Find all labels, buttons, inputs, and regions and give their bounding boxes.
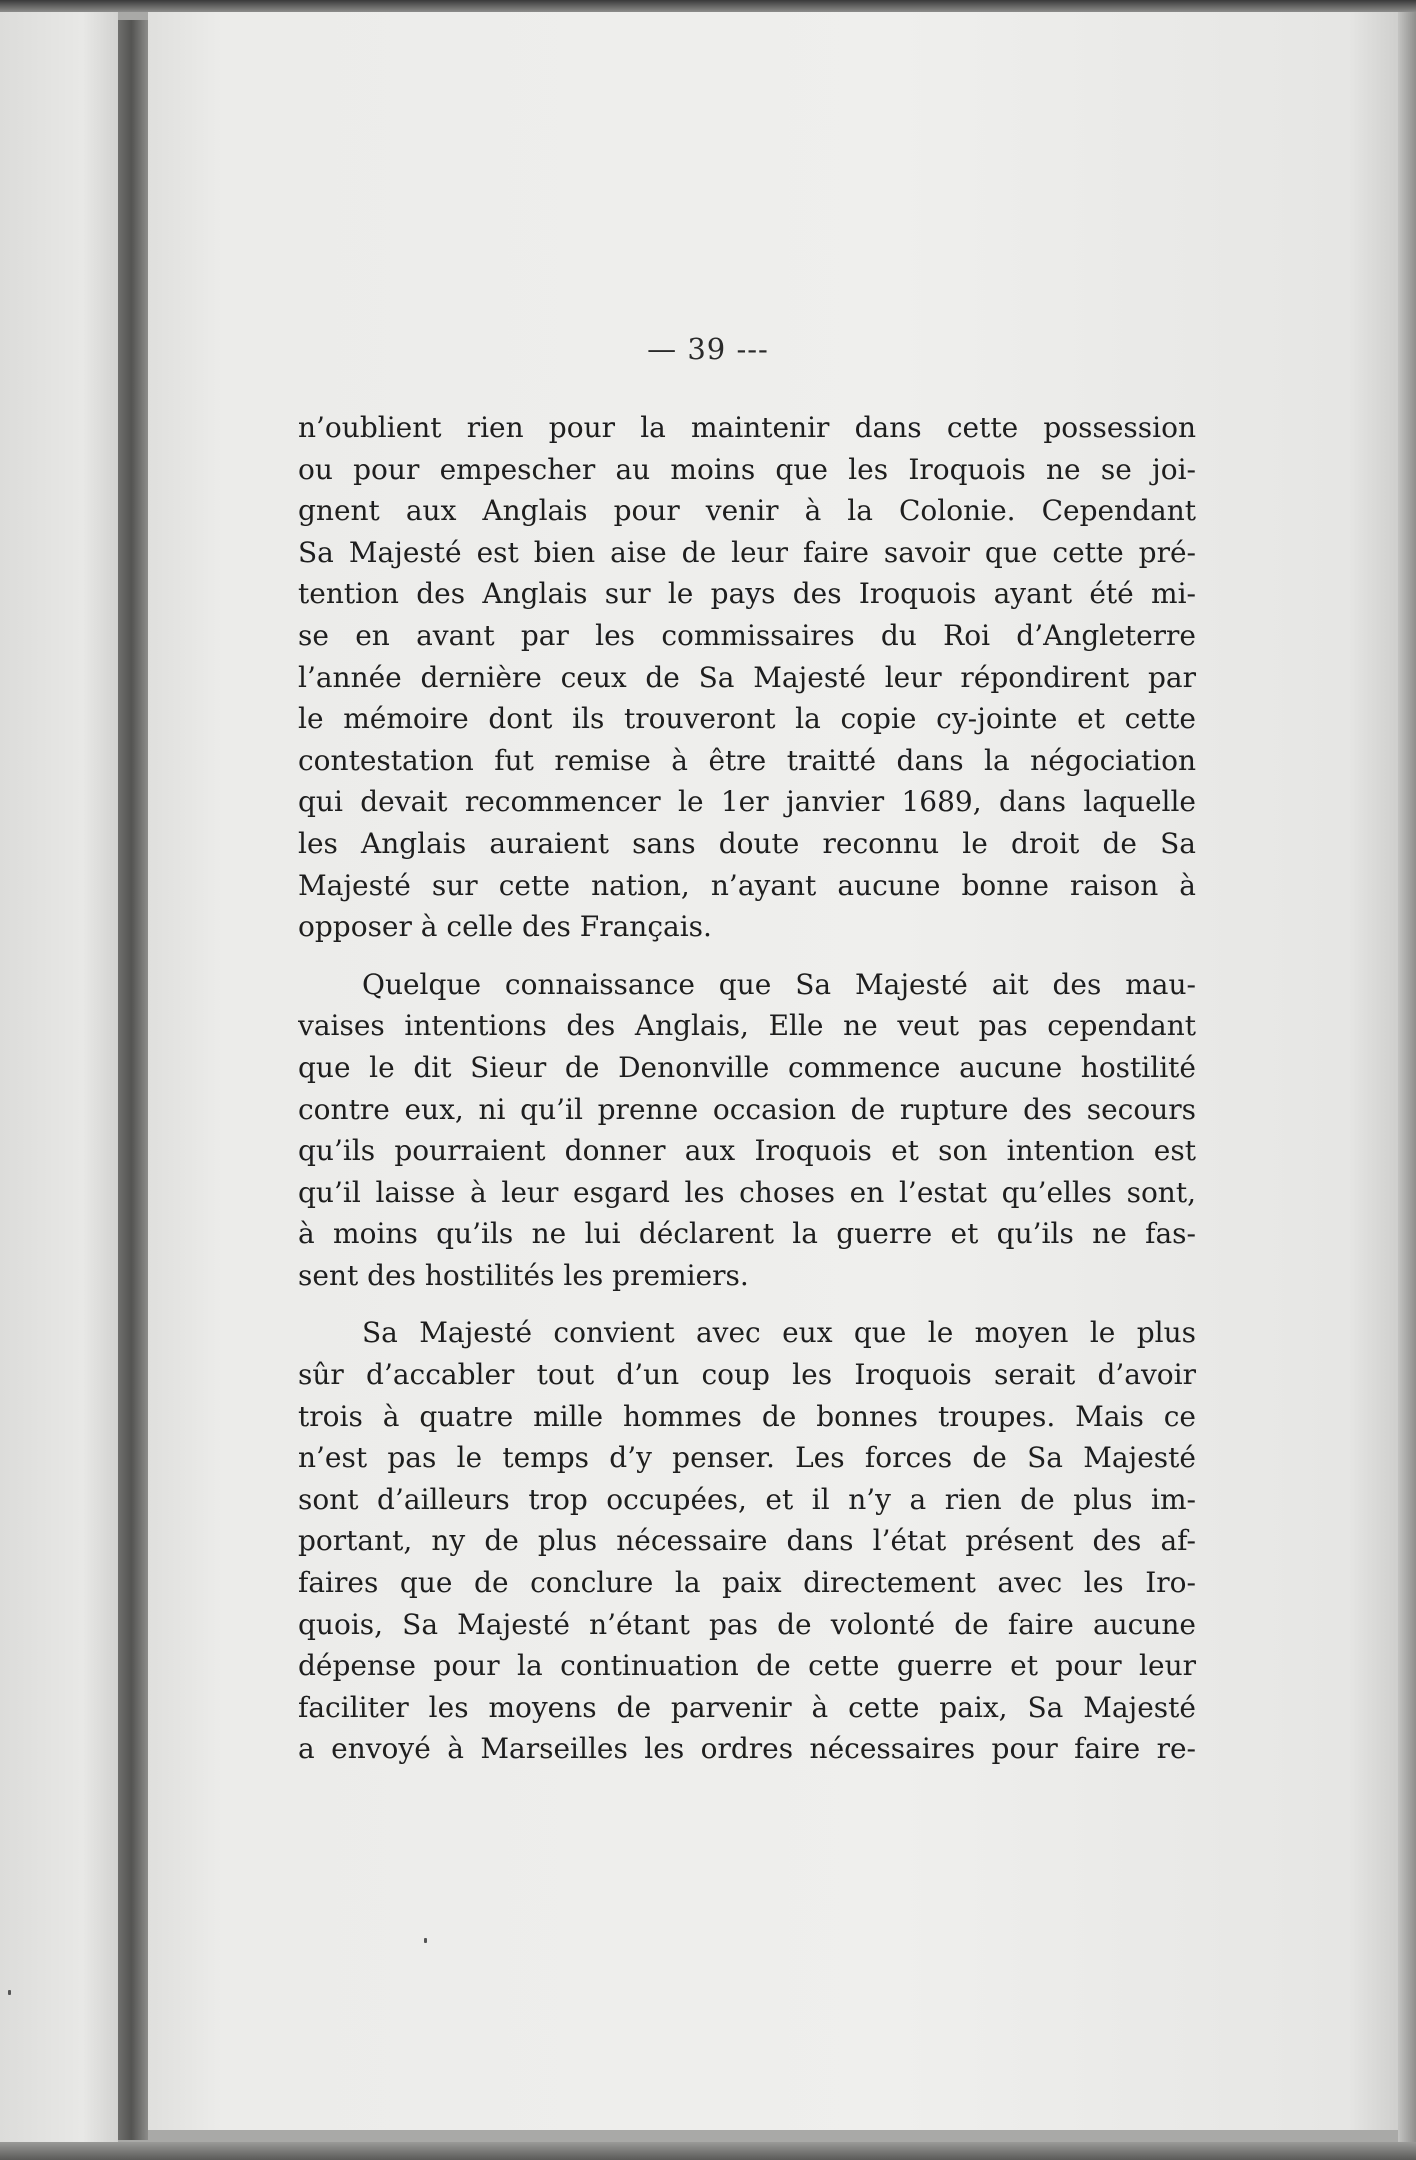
text-line: qu’ils pourraient donner aux Iroquois et son intention est <box>298 1134 1196 1168</box>
text-line: sent des hostilités les premiers. <box>298 1258 749 1292</box>
text-line: contestation fut remise à être traitté dans la négociation <box>298 743 1196 777</box>
body-text <box>298 407 1196 1770</box>
text-line: a envoyé à Marseilles les ordres nécessaires pour faire re- <box>298 1732 1196 1766</box>
text-line: n’est pas le temps d’y penser. Les forces de Sa Majesté <box>298 1441 1196 1475</box>
paragraph-3 <box>298 1312 1196 1770</box>
page-number: — 39 --- <box>647 332 769 366</box>
text-line: faciliter les moyens de parvenir à cette paix, Sa Majesté <box>298 1690 1196 1724</box>
text-line: trois à quatre mille hommes de bonnes troupes. Mais ce <box>298 1399 1196 1433</box>
scan-bottom-edge <box>0 2142 1416 2160</box>
text-line: sont d’ailleurs trop occupées, et il n’y a rien de plus im- <box>298 1482 1196 1516</box>
text-line: opposer à celle des Français. <box>298 910 712 944</box>
text-line: les Anglais auraient sans doute reconnu le droit de Sa <box>298 826 1196 860</box>
scan-top-edge <box>0 0 1416 12</box>
text-line: dépense pour la continuation de cette guerre et pour leur <box>298 1649 1196 1683</box>
text-line: n’oublient rien pour la maintenir dans cette possession <box>298 411 1196 444</box>
text-line: l’année dernière ceux de Sa Majesté leur répondirent par <box>298 660 1196 694</box>
scan-speck <box>8 1990 11 1995</box>
text-line: gnent aux Anglais pour venir à la Colonie. Cependant <box>298 494 1196 528</box>
text-line: quois, Sa Majesté n’étant pas de volonté de faire aucune <box>298 1607 1196 1641</box>
scan-speck <box>424 1938 427 1943</box>
text-line: portant, ny de plus nécessaire dans l’état présent des af- <box>298 1524 1196 1558</box>
text-line: tention des Anglais sur le pays des Iroquois ayant été mi- <box>298 577 1196 611</box>
text-line: Sa Majesté convient avec eux que le moyen le plus <box>362 1316 1196 1350</box>
text-line: à moins qu’ils ne lui déclarent la guerre et qu’ils ne fas- <box>298 1217 1196 1251</box>
text-line: sûr d’accabler tout d’un coup les Iroquois serait d’avoir <box>298 1358 1196 1392</box>
text-line: faires que de conclure la paix directement avec les Iro- <box>298 1566 1196 1600</box>
text-line: ou pour empescher au moins que les Iroquois ne se joi- <box>298 452 1196 486</box>
text-line: le mémoire dont ils trouveront la copie cy-jointe et cette <box>298 702 1196 736</box>
paragraph-2 <box>298 964 1196 1297</box>
text-line: qu’il laisse à leur esgard les choses en l’estat qu’elles sont, <box>298 1175 1196 1209</box>
paragraph-gap <box>298 1296 1196 1312</box>
paragraph-1 <box>298 407 1196 948</box>
text-line: que le dit Sieur de Denonville commence aucune hostilité <box>298 1050 1196 1084</box>
text-line: contre eux, ni qu’il prenne occasion de rupture des secours <box>298 1092 1196 1126</box>
text-line: Quelque connaissance que Sa Majesté ait des mau- <box>362 967 1196 1001</box>
text-line: Sa Majesté est bien aise de leur faire savoir que cette pré- <box>298 535 1196 569</box>
text-line: qui devait recommencer le 1er janvier 1689, dans laquelle <box>298 785 1196 819</box>
text-line: vaises intentions des Anglais, Elle ne veut pas cependant <box>298 1009 1196 1043</box>
text-line: se en avant par les commissaires du Roi d’Angleterre <box>298 618 1196 652</box>
paragraph-gap <box>298 948 1196 964</box>
text-line: Majesté sur cette nation, n’ayant aucune bonne raison à <box>298 868 1196 902</box>
